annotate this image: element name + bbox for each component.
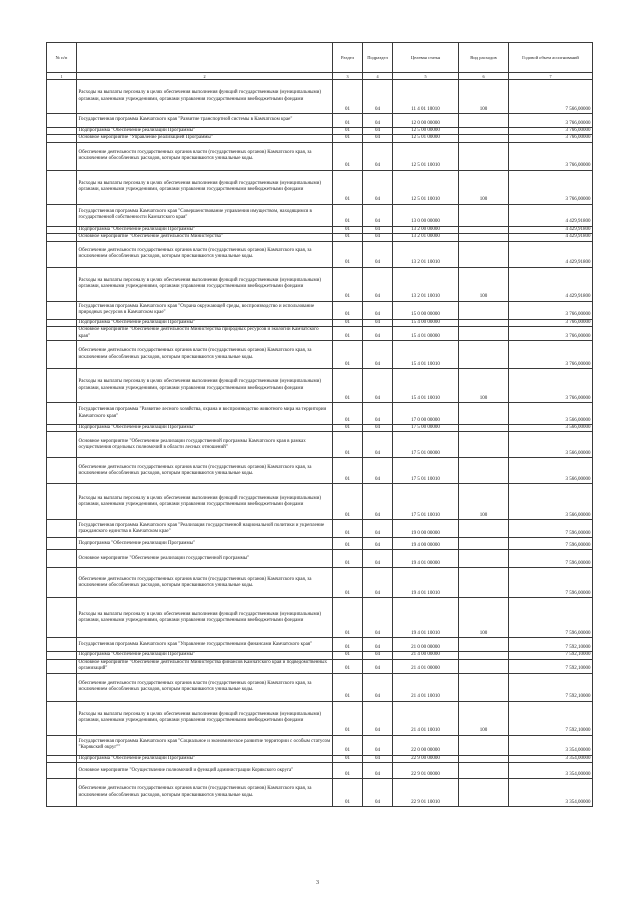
table-row (47, 241, 593, 267)
table-row (47, 319, 593, 326)
podrazdel-cell: 04 (363, 341, 393, 369)
target-article-cell: 15 4 01 10010 (393, 341, 459, 369)
razdel-cell: 01 (333, 425, 363, 432)
row-name-cell: Расходы на выплаты персоналу в целях обеспечения выполнения функций государственными (муниципальными) органами, казенными учреждениями, органами управления государственными внебюджетными фондами (77, 484, 333, 520)
row-name-cell: Расходы на выплаты персоналу в целях обеспечения выполнения функций государственными (муниципальными) органами, казенными учреждениями, органами управления государственными внебюджетными фондами (77, 170, 333, 204)
expense-type-cell (459, 638, 509, 652)
expense-type-cell (459, 432, 509, 458)
razdel-cell: 01 (333, 114, 363, 128)
table-row (47, 538, 593, 550)
row-name-cell: Основное мероприятие "Осуществление полномочий и функций администрации Корякского округа" (77, 763, 333, 779)
razdel-cell: 01 (333, 520, 363, 538)
razdel-cell: 01 (333, 301, 363, 319)
column-number: 2 (77, 73, 333, 80)
row-number-cell (47, 432, 77, 458)
target-article-cell: 12 5 01 10010 (393, 170, 459, 204)
table-row (47, 652, 593, 659)
podrazdel-cell: 04 (363, 128, 393, 135)
row-name-cell: Обеспечение деятельности государственных органов власти (государственных органов) Камчатского края, за исключением обособленных расходов, которым присваиваются уникальные коды. (77, 673, 333, 701)
row-name-cell: Основное мероприятие "Обеспечение деятельности Министерства" (77, 234, 333, 241)
podrazdel-cell: 04 (363, 550, 393, 568)
row-name-cell: Обеспечение деятельности государственных органов власти (государственных органов) Камчатского края, за исключением обособленных расходов, которым присваиваются уникальные коды. (77, 779, 333, 807)
row-number-cell (47, 520, 77, 538)
column-numbers-row (47, 73, 593, 80)
podrazdel-cell: 04 (363, 779, 393, 807)
row-name-cell: Государственная программа Камчатского края "Охрана окружающей среды, воспроизводство и использование природных ресурсов в Камчатском крае" (77, 301, 333, 319)
razdel-cell: 01 (333, 659, 363, 673)
column-number: 3 (333, 73, 363, 80)
row-name-cell: Подпрограмма "Обеспечение реализации Программы" (77, 128, 333, 135)
amount-cell: 3 766,00000 (509, 301, 593, 319)
target-article-cell: 12 0 00 00000 (393, 114, 459, 128)
target-article-cell: 22 9 01 00000 (393, 763, 459, 779)
razdel-cell: 01 (333, 135, 363, 142)
amount-cell: 3 766,00000 (509, 369, 593, 403)
podrazdel-cell: 04 (363, 135, 393, 142)
target-article-cell: 22 0 00 00000 (393, 735, 459, 755)
target-article-cell: 21 4 01 10010 (393, 673, 459, 701)
podrazdel-cell: 04 (363, 170, 393, 204)
row-number-cell (47, 128, 77, 135)
row-name-cell: Расходы на выплаты персоналу в целях обеспечения выполнения функций государственными (муниципальными) органами, казенными учреждениями, органами управления государственными внебюджетными фондами (77, 598, 333, 638)
target-article-cell: 15 4 01 00000 (393, 327, 459, 341)
podrazdel-cell: 04 (363, 142, 393, 170)
row-number-cell (47, 327, 77, 341)
table-row (47, 142, 593, 170)
amount-cell: 3 566,00000 (509, 458, 593, 484)
header-razdel: Раздел (333, 43, 363, 73)
razdel-cell: 01 (333, 170, 363, 204)
razdel-cell: 01 (333, 403, 363, 425)
row-name-cell: Основное мероприятие "Обеспечение реализации государственной программы" (77, 550, 333, 568)
target-article-cell: 21 4 00 00000 (393, 652, 459, 659)
table-row (47, 550, 593, 568)
table-row (47, 638, 593, 652)
expense-type-cell (459, 114, 509, 128)
amount-cell: 3 566,00000 (509, 403, 593, 425)
expense-type-cell (459, 226, 509, 233)
podrazdel-cell: 04 (363, 763, 393, 779)
amount-cell: 3 566,00000 (509, 425, 593, 432)
row-number-cell (47, 538, 77, 550)
row-number-cell (47, 204, 77, 226)
amount-cell: 4 429,91800 (509, 226, 593, 233)
table-row (47, 301, 593, 319)
row-number-cell (47, 735, 77, 755)
expense-type-cell (459, 128, 509, 135)
amount-cell: 7 592,10000 (509, 638, 593, 652)
podrazdel-cell: 04 (363, 432, 393, 458)
target-article-cell: 17 0 00 00000 (393, 403, 459, 425)
expense-type-cell (459, 755, 509, 762)
amount-cell: 3 354,00000 (509, 735, 593, 755)
target-article-cell: 12 5 00 00000 (393, 128, 459, 135)
table-row (47, 659, 593, 673)
podrazdel-cell: 04 (363, 458, 393, 484)
target-article-cell: 22 9 01 10010 (393, 779, 459, 807)
row-name-cell: Основное мероприятие "Управление реализацией Программы" (77, 135, 333, 142)
row-number-cell (47, 301, 77, 319)
expense-type-cell (459, 234, 509, 241)
row-number-cell (47, 369, 77, 403)
razdel-cell: 01 (333, 638, 363, 652)
target-article-cell: 13 2 01 10010 (393, 241, 459, 267)
table-row (47, 234, 593, 241)
row-name-cell: Государственная программа Камчатского края "Совершенствование управления имуществом, находящимся в государственной собственности Камчатского края" (77, 204, 333, 226)
razdel-cell: 01 (333, 142, 363, 170)
row-name-cell: Расходы на выплаты персоналу в целях обеспечения выполнения функций государственными (муниципальными) органами, казенными учреждениями, органами управления государственными внебюджетными фондами (77, 267, 333, 301)
table-row (47, 80, 593, 114)
table-row (47, 458, 593, 484)
amount-cell: 7 592,10000 (509, 673, 593, 701)
table-row (47, 114, 593, 128)
podrazdel-cell: 04 (363, 241, 393, 267)
expense-type-cell (459, 520, 509, 538)
amount-cell: 7 596,00000 (509, 568, 593, 598)
expense-type-cell (459, 327, 509, 341)
row-number-cell (47, 484, 77, 520)
razdel-cell: 01 (333, 458, 363, 484)
amount-cell: 3 766,00000 (509, 341, 593, 369)
table-row (47, 432, 593, 458)
target-article-cell: 17 5 00 00000 (393, 425, 459, 432)
expense-type-cell (459, 135, 509, 142)
row-name-cell: Государственная программа Камчатского края "Управление государственными финансами Камчатского края" (77, 638, 333, 652)
podrazdel-cell: 04 (363, 538, 393, 550)
expense-type-cell (459, 763, 509, 779)
razdel-cell: 01 (333, 204, 363, 226)
amount-cell: 7 596,00000 (509, 520, 593, 538)
row-number-cell (47, 701, 77, 735)
column-number: 7 (509, 73, 593, 80)
expense-type-cell (459, 568, 509, 598)
header-number: № п/п (47, 43, 77, 73)
amount-cell: 7 596,00000 (509, 550, 593, 568)
row-name-cell: Подпрограмма "Обеспечение реализации Программы" (77, 538, 333, 550)
amount-cell: 7 596,00000 (509, 598, 593, 638)
expense-type-cell (459, 241, 509, 267)
expense-type-cell: 100 (459, 369, 509, 403)
amount-cell: 4 429,91800 (509, 241, 593, 267)
expense-type-cell (459, 301, 509, 319)
target-article-cell: 19 4 01 10010 (393, 568, 459, 598)
row-name-cell: Основное мероприятие "Обеспечение реализации государственной программы Камчатского края в рамках осуществления отдельных полномочий в области лесных отношений" (77, 432, 333, 458)
razdel-cell: 01 (333, 267, 363, 301)
table-row (47, 735, 593, 755)
podrazdel-cell: 04 (363, 659, 393, 673)
podrazdel-cell: 04 (363, 234, 393, 241)
razdel-cell: 01 (333, 327, 363, 341)
target-article-cell: 19 0 00 00000 (393, 520, 459, 538)
amount-cell: 7 592,10000 (509, 701, 593, 735)
amount-cell: 3 766,00000 (509, 135, 593, 142)
expense-type-cell (459, 673, 509, 701)
podrazdel-cell: 04 (363, 638, 393, 652)
podrazdel-cell: 04 (363, 425, 393, 432)
row-number-cell (47, 425, 77, 432)
expense-type-cell (459, 204, 509, 226)
podrazdel-cell: 04 (363, 673, 393, 701)
podrazdel-cell: 04 (363, 80, 393, 114)
podrazdel-cell: 04 (363, 369, 393, 403)
razdel-cell: 01 (333, 763, 363, 779)
expense-type-cell (459, 550, 509, 568)
header-annual-amount: Годовой объем ассигнований (509, 43, 593, 73)
header-name (77, 43, 333, 73)
target-article-cell: 19 4 00 00000 (393, 538, 459, 550)
target-article-cell: 13 2 00 00000 (393, 226, 459, 233)
expense-type-cell (459, 341, 509, 369)
row-name-cell: Обеспечение деятельности государственных органов власти (государственных органов) Камчатского края, за исключением обособленных расходов, которым присваиваются уникальные коды. (77, 341, 333, 369)
razdel-cell: 01 (333, 568, 363, 598)
table-row (47, 341, 593, 369)
target-article-cell: 22 9 00 00000 (393, 755, 459, 762)
table-row (47, 204, 593, 226)
razdel-cell: 01 (333, 319, 363, 326)
table-row (47, 763, 593, 779)
razdel-cell: 01 (333, 369, 363, 403)
row-number-cell (47, 659, 77, 673)
row-number-cell (47, 341, 77, 369)
expense-type-cell: 100 (459, 267, 509, 301)
table-row (47, 267, 593, 301)
expense-type-cell (459, 458, 509, 484)
expense-type-cell: 100 (459, 701, 509, 735)
razdel-cell: 01 (333, 484, 363, 520)
page-number: 3 (316, 880, 319, 886)
row-number-cell (47, 779, 77, 807)
razdel-cell: 01 (333, 80, 363, 114)
razdel-cell: 01 (333, 550, 363, 568)
amount-cell: 3 354,00000 (509, 755, 593, 762)
razdel-cell: 01 (333, 241, 363, 267)
razdel-cell: 01 (333, 538, 363, 550)
table-row (47, 755, 593, 762)
target-article-cell: 15 4 00 00000 (393, 319, 459, 326)
column-number: 4 (363, 73, 393, 80)
razdel-cell: 01 (333, 779, 363, 807)
podrazdel-cell: 04 (363, 598, 393, 638)
podrazdel-cell: 04 (363, 403, 393, 425)
razdel-cell: 01 (333, 673, 363, 701)
target-article-cell: 13 2 01 10010 (393, 267, 459, 301)
target-article-cell: 15 0 00 00000 (393, 301, 459, 319)
table-row (47, 327, 593, 341)
target-article-cell: 15 4 01 10010 (393, 369, 459, 403)
razdel-cell: 01 (333, 652, 363, 659)
amount-cell: 7 566,00000 (509, 80, 593, 114)
target-article-cell: 17 5 01 10010 (393, 458, 459, 484)
target-article-cell: 13 2 01 00000 (393, 234, 459, 241)
razdel-cell: 01 (333, 432, 363, 458)
column-number: 1 (47, 73, 77, 80)
header-podrazdel: Подраздел (363, 43, 393, 73)
expense-type-cell: 100 (459, 80, 509, 114)
expense-type-cell (459, 425, 509, 432)
target-article-cell: 19 4 01 00000 (393, 550, 459, 568)
expense-type-cell (459, 735, 509, 755)
table-row (47, 170, 593, 204)
row-number-cell (47, 114, 77, 128)
budget-table (46, 42, 593, 807)
header-expense-type: Вид расходов (459, 43, 509, 73)
row-name-cell: Государственная программа Камчатского края "Реализация государственной национальной политики и укрепление гражданского единства в Камчатском крае" (77, 520, 333, 538)
podrazdel-cell: 04 (363, 319, 393, 326)
expense-type-cell: 100 (459, 598, 509, 638)
expense-type-cell (459, 779, 509, 807)
podrazdel-cell: 04 (363, 484, 393, 520)
row-number-cell (47, 568, 77, 598)
target-article-cell: 12 5 01 10010 (393, 142, 459, 170)
amount-cell: 3 354,00000 (509, 779, 593, 807)
target-article-cell: 19 4 01 10010 (393, 598, 459, 638)
expense-type-cell (459, 659, 509, 673)
razdel-cell: 01 (333, 701, 363, 735)
amount-cell: 4 429,91800 (509, 234, 593, 241)
row-number-cell (47, 135, 77, 142)
row-name-cell: Расходы на выплаты персоналу в целях обеспечения выполнения функций государственными (муниципальными) органами, казенными учреждениями, органами управления государственными внебюджетными фондами (77, 701, 333, 735)
table-row (47, 779, 593, 807)
row-number-cell (47, 755, 77, 762)
amount-cell: 3 766,00000 (509, 327, 593, 341)
podrazdel-cell: 04 (363, 735, 393, 755)
razdel-cell: 01 (333, 755, 363, 762)
razdel-cell: 01 (333, 128, 363, 135)
row-number-cell (47, 652, 77, 659)
column-number: 5 (393, 73, 459, 80)
podrazdel-cell: 04 (363, 755, 393, 762)
expense-type-cell (459, 538, 509, 550)
row-number-cell (47, 403, 77, 425)
amount-cell: 7 592,10000 (509, 659, 593, 673)
table-row (47, 568, 593, 598)
row-name-cell: Подпрограмма "Обеспечение реализации Программы" (77, 755, 333, 762)
row-number-cell (47, 673, 77, 701)
row-name-cell: Основное мероприятие "Обеспечение деятельности Министерства природных ресурсов и экологии Камчатского края" (77, 327, 333, 341)
row-name-cell: Подпрограмма "Обеспечение реализации Программы" (77, 652, 333, 659)
expense-type-cell (459, 142, 509, 170)
amount-cell: 3 766,00000 (509, 114, 593, 128)
table-row (47, 403, 593, 425)
column-number: 6 (459, 73, 509, 80)
expense-type-cell: 100 (459, 484, 509, 520)
row-number-cell (47, 638, 77, 652)
razdel-cell: 01 (333, 598, 363, 638)
row-number-cell (47, 170, 77, 204)
row-name-cell: Подпрограмма "Обеспечение реализации Программы" (77, 226, 333, 233)
target-article-cell: 12 5 01 00000 (393, 135, 459, 142)
table-row (47, 598, 593, 638)
amount-cell: 3 566,00000 (509, 484, 593, 520)
row-name-cell: Подпрограмма "Обеспечение реализации Программы" (77, 319, 333, 326)
row-number-cell (47, 241, 77, 267)
podrazdel-cell: 04 (363, 301, 393, 319)
amount-cell: 3 354,00000 (509, 763, 593, 779)
table-row (47, 484, 593, 520)
table-row (47, 135, 593, 142)
row-number-cell (47, 142, 77, 170)
razdel-cell: 01 (333, 735, 363, 755)
podrazdel-cell: 04 (363, 204, 393, 226)
row-name-cell: Расходы на выплаты персоналу в целях обеспечения выполнения функций государственными (муниципальными) органами, казенными учреждениями, органами управления государственными внебюджетными фондами (77, 80, 333, 114)
table-body (47, 80, 593, 807)
amount-cell: 3 766,00000 (509, 128, 593, 135)
row-name-cell: Обеспечение деятельности государственных органов власти (государственных органов) Камчатского края, за исключением обособленных расходов, которым присваиваются уникальные коды. (77, 458, 333, 484)
row-name-cell: Основное мероприятие "Обеспечение деятельности Министерства финансов Камчатского края и подведомственных организаций" (77, 659, 333, 673)
row-name-cell: Государственная программа Камчатского края "Социальное и экономическое развитие территории с особым статусом "Корякский округ"" (77, 735, 333, 755)
amount-cell: 4 429,91800 (509, 267, 593, 301)
expense-type-cell (459, 319, 509, 326)
target-article-cell: 21 4 01 00000 (393, 659, 459, 673)
table-header-row (47, 43, 593, 73)
amount-cell: 3 566,00000 (509, 432, 593, 458)
expense-type-cell (459, 403, 509, 425)
table-row (47, 226, 593, 233)
row-number-cell (47, 226, 77, 233)
row-name-cell: Государственная программа "Развитие лесного хозяйства, охрана и воспроизводство животного мира на территории Камчатского края" (77, 403, 333, 425)
row-number-cell (47, 763, 77, 779)
podrazdel-cell: 04 (363, 652, 393, 659)
table-row (47, 128, 593, 135)
target-article-cell: 21 0 00 00000 (393, 638, 459, 652)
row-number-cell (47, 458, 77, 484)
row-number-cell (47, 234, 77, 241)
row-name-cell: Подпрограмма "Обеспечение реализации Программы" (77, 425, 333, 432)
target-article-cell: 13 0 00 00000 (393, 204, 459, 226)
row-name-cell: Расходы на выплаты персоналу в целях обеспечения выполнения функций государственными (муниципальными) органами, казенными учреждениями, органами управления государственными внебюджетными фондами (77, 369, 333, 403)
razdel-cell: 01 (333, 234, 363, 241)
header-target-article: Целевая статья (393, 43, 459, 73)
podrazdel-cell: 04 (363, 701, 393, 735)
row-number-cell (47, 319, 77, 326)
target-article-cell: 17 5 01 00000 (393, 432, 459, 458)
table-row (47, 701, 593, 735)
table-row (47, 369, 593, 403)
row-number-cell (47, 80, 77, 114)
podrazdel-cell: 04 (363, 327, 393, 341)
amount-cell: 3 766,00000 (509, 170, 593, 204)
razdel-cell: 01 (333, 341, 363, 369)
row-number-cell (47, 267, 77, 301)
row-name-cell: Обеспечение деятельности государственных органов власти (государственных органов) Камчатского края, за исключением обособленных расходов, которым присваиваются уникальные коды. (77, 241, 333, 267)
amount-cell: 4 429,91800 (509, 204, 593, 226)
row-name-cell: Обеспечение деятельности государственных органов власти (государственных органов) Камчатского края, за исключением обособленных расходов, которым присваиваются уникальные коды. (77, 142, 333, 170)
amount-cell: 3 766,00000 (509, 319, 593, 326)
row-name-cell: Государственная программа Камчатского края "Развитие транспортной системы в Камчатском крае" (77, 114, 333, 128)
amount-cell: 7 596,00000 (509, 538, 593, 550)
target-article-cell: 17 5 01 10010 (393, 484, 459, 520)
amount-cell: 7 592,10000 (509, 652, 593, 659)
row-number-cell (47, 598, 77, 638)
amount-cell: 3 766,00000 (509, 142, 593, 170)
podrazdel-cell: 04 (363, 267, 393, 301)
podrazdel-cell: 04 (363, 114, 393, 128)
table-row (47, 425, 593, 432)
row-number-cell (47, 550, 77, 568)
expense-type-cell (459, 652, 509, 659)
razdel-cell: 01 (333, 226, 363, 233)
table-row (47, 673, 593, 701)
target-article-cell: 11 4 01 10010 (393, 80, 459, 114)
expense-type-cell: 100 (459, 170, 509, 204)
target-article-cell: 21 4 01 10010 (393, 701, 459, 735)
row-name-cell: Обеспечение деятельности государственных органов власти (государственных органов) Камчатского края, за исключением обособленных расходов, которым присваиваются уникальные коды. (77, 568, 333, 598)
podrazdel-cell: 04 (363, 520, 393, 538)
table-row (47, 520, 593, 538)
podrazdel-cell: 04 (363, 568, 393, 598)
podrazdel-cell: 04 (363, 226, 393, 233)
